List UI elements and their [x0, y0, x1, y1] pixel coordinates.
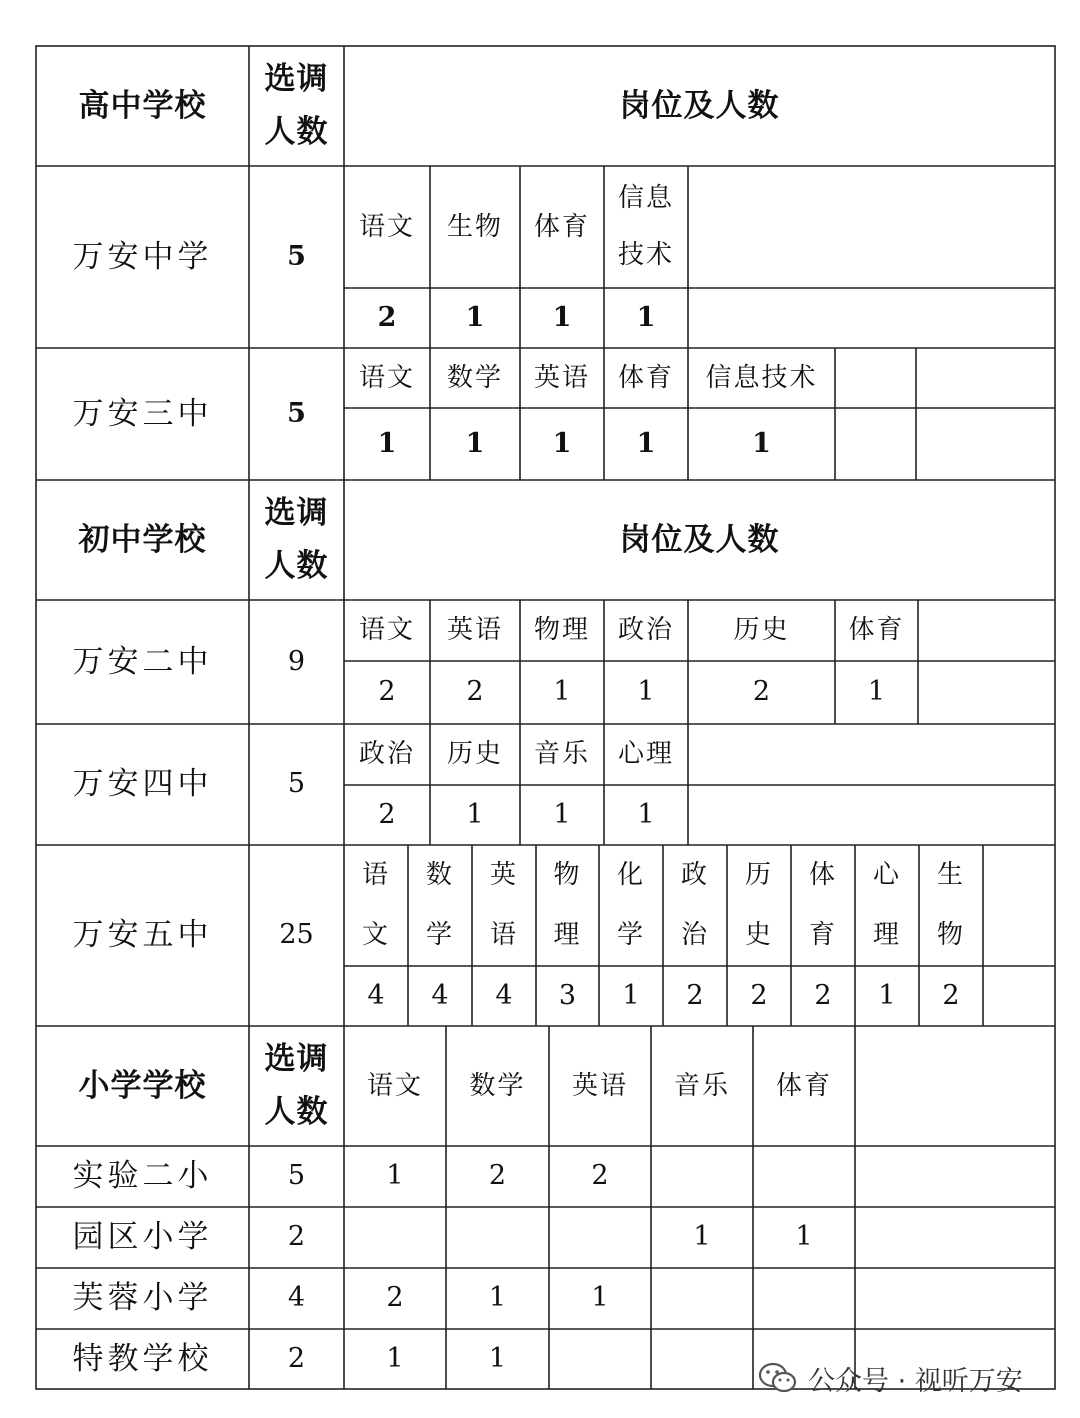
position-count: 4 [431, 979, 449, 1011]
subject-header: 音乐 [673, 1070, 730, 1101]
position-count: 1 [693, 1221, 711, 1253]
school-name: 万安三中 [72, 395, 213, 432]
position-count: 1 [878, 979, 896, 1011]
subject-cell: 体育 [533, 211, 590, 242]
subject-header: 英语 [571, 1070, 628, 1101]
position-count: 2 [378, 798, 396, 830]
wechat-icon [758, 1361, 798, 1395]
position-count: 1 [552, 301, 572, 333]
position-count: 1 [636, 427, 656, 459]
subject-cell: 语 文 [361, 859, 390, 950]
subject-cell: 英语 [533, 362, 590, 393]
position-count: 1 [386, 1342, 404, 1374]
subject-header: 语文 [366, 1070, 423, 1101]
position-count: 1 [466, 798, 484, 830]
subject-cell: 政治 [358, 739, 415, 769]
position-count: 2 [942, 979, 960, 1011]
position-count: 1 [622, 979, 640, 1011]
subject-cell: 历史 [733, 615, 790, 645]
transfer-count: 4 [287, 1282, 306, 1314]
position-count [651, 1329, 753, 1389]
subject-cell: 数 学 [425, 859, 454, 950]
transfer-count: 2 [287, 1221, 306, 1253]
position-count: 1 [636, 301, 656, 333]
subject-cell: 心 理 [872, 859, 901, 950]
middle-school-header-label: 初中学校 [78, 521, 207, 558]
position-count [651, 1268, 753, 1329]
subject-cell: 物理 [533, 615, 590, 645]
subject-cell: 信息技术 [705, 362, 818, 393]
school-name: 芙蓉小学 [72, 1280, 213, 1317]
subject-cell: 体育 [848, 615, 905, 645]
position-count: 1 [377, 427, 397, 459]
subject-cell: 生物 [446, 211, 503, 242]
high-school-count-header: 选调 人数 [264, 61, 329, 150]
subject-cell: 体育 [617, 362, 674, 393]
subject-cell: 历 史 [744, 859, 773, 950]
position-count [753, 1268, 855, 1329]
position-count: 1 [552, 427, 572, 459]
position-count [344, 1207, 446, 1268]
subject-cell: 英语 [446, 615, 503, 645]
position-count: 1 [553, 798, 571, 830]
school-name: 万安五中 [72, 917, 213, 954]
position-count: 2 [466, 676, 484, 708]
subject-header: 数学 [469, 1070, 526, 1101]
position-count: 1 [553, 676, 571, 708]
subject-cell: 政治 [617, 615, 674, 645]
subject-cell: 音乐 [533, 739, 590, 769]
position-count [549, 1329, 651, 1389]
position-count: 2 [686, 979, 704, 1011]
primary-school-count-header: 选调 人数 [264, 1041, 329, 1130]
subject-header: 体育 [775, 1070, 832, 1101]
transfer-count: 9 [287, 645, 306, 677]
position-count: 2 [750, 979, 768, 1011]
position-count: 1 [752, 427, 771, 459]
position-count: 1 [867, 676, 886, 708]
school-name: 特教学校 [72, 1340, 213, 1377]
subject-cell: 英 语 [489, 859, 518, 950]
position-count: 1 [386, 1160, 404, 1192]
subject-cell: 数学 [446, 362, 503, 393]
position-count: 2 [386, 1282, 404, 1314]
position-count: 1 [591, 1282, 609, 1314]
position-count: 2 [377, 301, 397, 333]
position-count: 1 [637, 798, 655, 830]
position-count: 1 [488, 1282, 507, 1314]
middle-school-positions-header: 岗位及人数 [619, 521, 780, 558]
position-count: 2 [591, 1160, 609, 1192]
subject-cell: 政 治 [680, 859, 709, 950]
position-count: 2 [488, 1160, 507, 1192]
subject-cell: 体 育 [808, 859, 837, 950]
subject-cell: 信息 技术 [617, 182, 674, 270]
subject-cell: 语文 [358, 362, 415, 393]
transfer-count: 2 [287, 1342, 306, 1374]
watermark [758, 1354, 1023, 1402]
subject-cell: 语文 [358, 211, 415, 242]
school-name: 万安二中 [72, 643, 213, 680]
transfer-count: 25 [279, 919, 314, 951]
subject-cell: 化 学 [616, 859, 645, 950]
subject-cell: 生 物 [936, 859, 965, 950]
position-count [549, 1207, 651, 1268]
school-name: 万安中学 [72, 238, 213, 275]
subject-cell: 心理 [617, 739, 674, 769]
school-name: 万安四中 [72, 766, 213, 803]
middle-school-count-header: 选调 人数 [264, 495, 329, 584]
position-count: 1 [795, 1221, 813, 1253]
school-name: 园区小学 [72, 1219, 213, 1256]
position-count: 4 [367, 979, 385, 1011]
high-school-header-label: 高中学校 [78, 87, 207, 124]
subject-cell: 历史 [446, 739, 503, 769]
position-count: 1 [488, 1342, 507, 1374]
position-count: 2 [752, 676, 771, 708]
subject-cell: 语文 [358, 615, 415, 645]
position-count [753, 1146, 855, 1207]
watermark-text: 公众号 · 视听万安 [808, 1365, 1023, 1397]
position-count: 1 [465, 301, 485, 333]
position-count: 3 [558, 979, 577, 1011]
transfer-count: 5 [287, 240, 306, 272]
position-count: 2 [814, 979, 832, 1011]
high-school-positions-header: 岗位及人数 [619, 87, 780, 124]
position-count [446, 1207, 549, 1268]
transfer-count: 5 [287, 1160, 306, 1192]
position-count: 1 [637, 676, 655, 708]
transfer-count: 5 [287, 397, 306, 429]
subject-cell: 物 理 [553, 859, 582, 950]
position-count [651, 1146, 753, 1207]
primary-school-header-label: 小学学校 [78, 1067, 207, 1104]
position-count: 2 [378, 676, 396, 708]
school-name: 实验二小 [72, 1158, 213, 1195]
transfer-count: 5 [287, 768, 306, 800]
position-count: 4 [495, 979, 513, 1011]
position-count: 1 [465, 427, 485, 459]
